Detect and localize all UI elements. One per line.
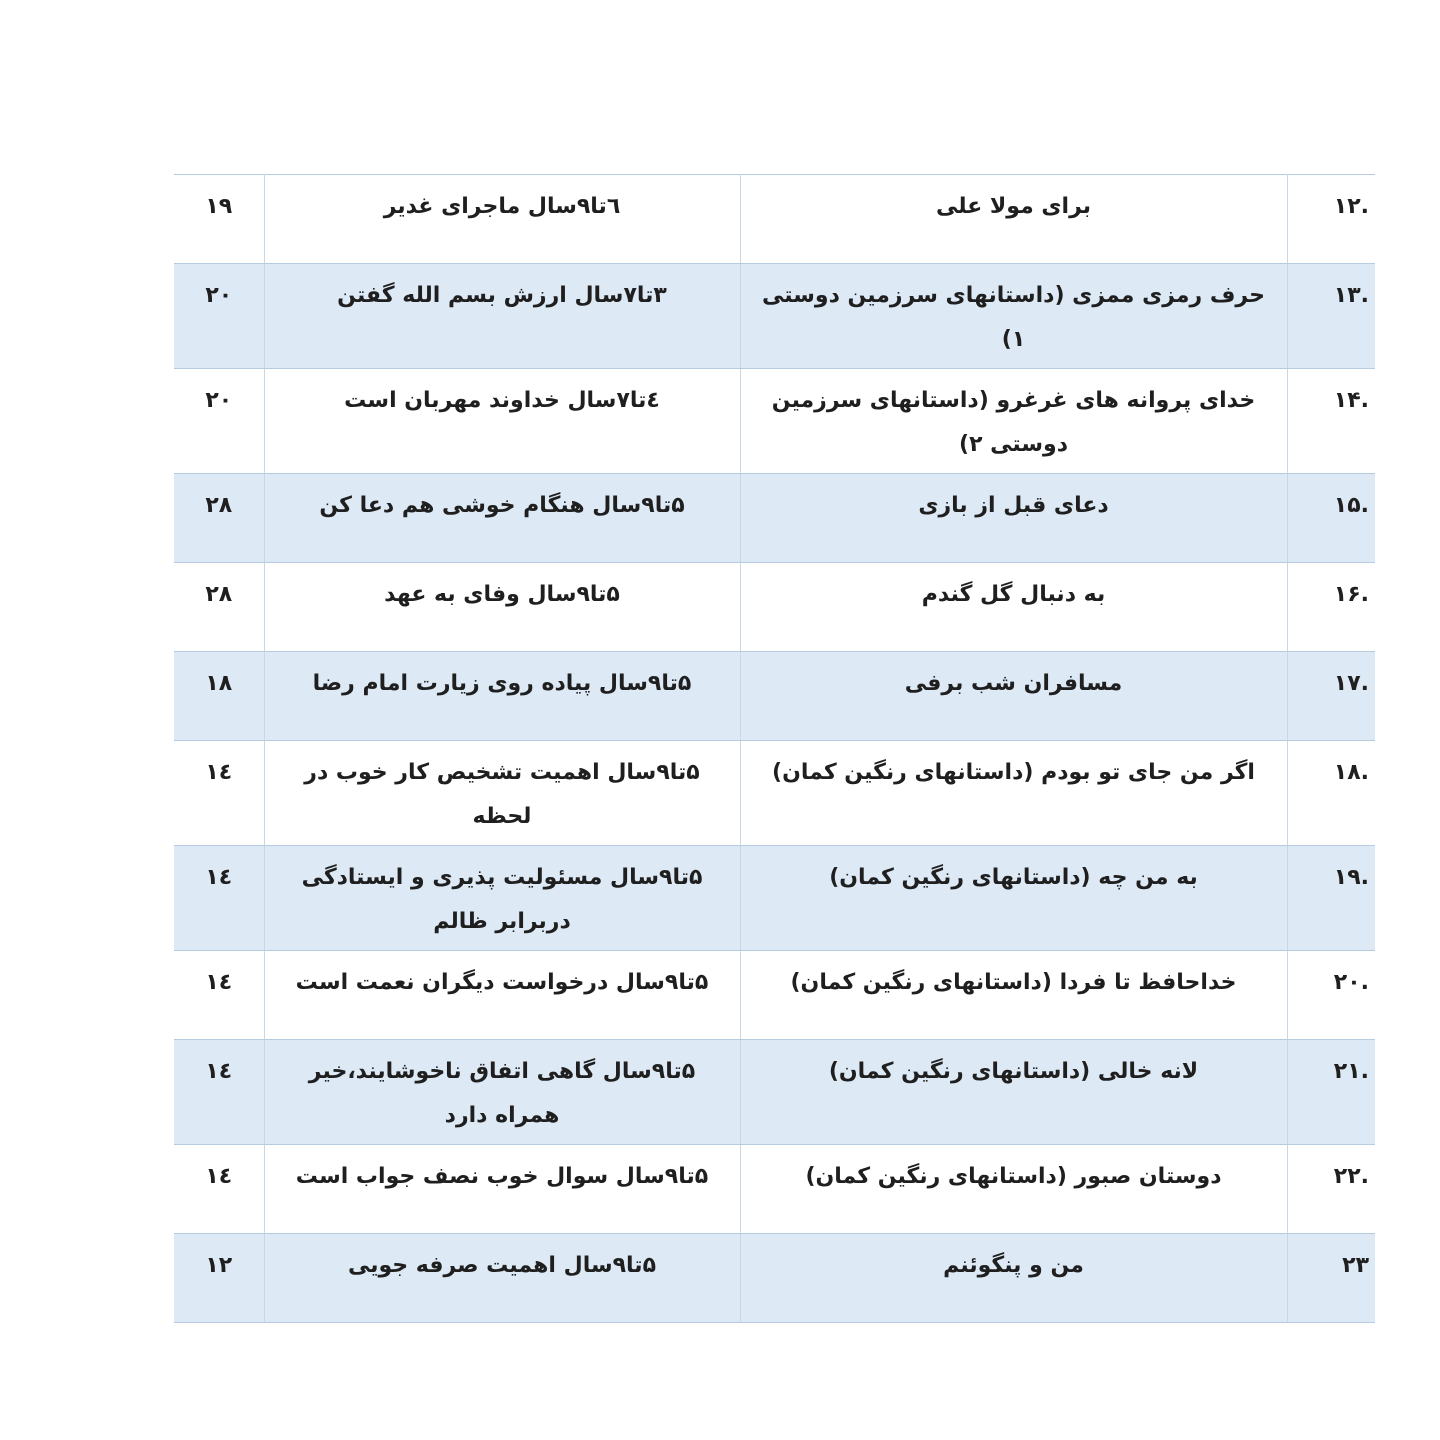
row-number: .۲۱ — [1287, 1040, 1375, 1145]
table-row — [174, 563, 1375, 652]
age-and-topic: ۳تا۷سال ارزش بسم الله گفتن — [264, 264, 740, 369]
table-row — [174, 369, 1375, 474]
table-row — [174, 1145, 1375, 1234]
row-number: ۲۳ — [1287, 1234, 1375, 1323]
book-title: به من چه (داستانهای رنگین کمان) — [740, 846, 1287, 951]
book-title: حرف رمزی ممزی (داستانهای سرزمین دوستی ۱) — [740, 264, 1287, 369]
age-and-topic: ۵تا۹سال پیاده روی زیارت امام رضا — [264, 652, 740, 741]
page-count: ۱٤ — [174, 951, 264, 1040]
page-count: ۲۰ — [174, 264, 264, 369]
page-count: ۱٤ — [174, 1145, 264, 1234]
page-count: ۱۲ — [174, 1234, 264, 1323]
table-row — [174, 652, 1375, 741]
book-title: دعای قبل از بازی — [740, 474, 1287, 563]
book-list-table — [174, 174, 1375, 1323]
table-row — [174, 264, 1375, 369]
book-list-table-wrapper — [174, 174, 1375, 1323]
page-count: ۲۰ — [174, 369, 264, 474]
page-count: ۱۹ — [174, 175, 264, 264]
page-count: ۱٤ — [174, 846, 264, 951]
book-title: خدای پروانه های غرغرو (داستانهای سرزمین دوستی ۲) — [740, 369, 1287, 474]
age-and-topic: ۵تا۹سال اهمیت تشخیص کار خوب در لحظه — [264, 741, 740, 846]
page-count: ۱٤ — [174, 1040, 264, 1145]
page-count: ۲۸ — [174, 474, 264, 563]
age-and-topic: ٦تا٩سال ماجرای غدیر — [264, 175, 740, 264]
page-count: ۱۸ — [174, 652, 264, 741]
table-row — [174, 951, 1375, 1040]
age-and-topic: ۵تا۹سال وفای به عهد — [264, 563, 740, 652]
book-title: خداحافظ تا فردا (داستانهای رنگین کمان) — [740, 951, 1287, 1040]
book-title: لانه خالی (داستانهای رنگین کمان) — [740, 1040, 1287, 1145]
table-row — [174, 175, 1375, 264]
table-row — [174, 1234, 1375, 1323]
book-title: دوستان صبور (داستانهای رنگین کمان) — [740, 1145, 1287, 1234]
table-row — [174, 846, 1375, 951]
row-number: .۲۰ — [1287, 951, 1375, 1040]
age-and-topic: ٤تا۷سال خداوند مهربان است — [264, 369, 740, 474]
age-and-topic: ۵تا۹سال هنگام خوشی هم دعا کن — [264, 474, 740, 563]
row-number: .۱۷ — [1287, 652, 1375, 741]
row-number: .۲۲ — [1287, 1145, 1375, 1234]
row-number: .۱۴ — [1287, 369, 1375, 474]
book-title: اگر من جای تو بودم (داستانهای رنگین کمان) — [740, 741, 1287, 846]
page-count: ۲۸ — [174, 563, 264, 652]
age-and-topic: ۵تا۹سال اهمیت صرفه جویی — [264, 1234, 740, 1323]
row-number: .۱۲ — [1287, 175, 1375, 264]
row-number: .۱۸ — [1287, 741, 1375, 846]
table-row — [174, 474, 1375, 563]
book-title: من و پنگوئنم — [740, 1234, 1287, 1323]
row-number: .۱۳ — [1287, 264, 1375, 369]
table-row — [174, 1040, 1375, 1145]
book-title: برای مولا علی — [740, 175, 1287, 264]
row-number: .۱۵ — [1287, 474, 1375, 563]
age-and-topic: ۵تا۹سال مسئولیت پذیری و ایستادگی دربرابر ظالم — [264, 846, 740, 951]
row-number: .۱۹ — [1287, 846, 1375, 951]
page-count: ۱٤ — [174, 741, 264, 846]
book-title: مسافران شب برفی — [740, 652, 1287, 741]
table-row — [174, 741, 1375, 846]
row-number: .۱۶ — [1287, 563, 1375, 652]
age-and-topic: ۵تا۹سال درخواست دیگران نعمت است — [264, 951, 740, 1040]
book-title: به دنبال گل گندم — [740, 563, 1287, 652]
age-and-topic: ۵تا۹سال سوال خوب نصف جواب است — [264, 1145, 740, 1234]
age-and-topic: ۵تا۹سال گاهی اتفاق ناخوشایند،خیر همراه دارد — [264, 1040, 740, 1145]
